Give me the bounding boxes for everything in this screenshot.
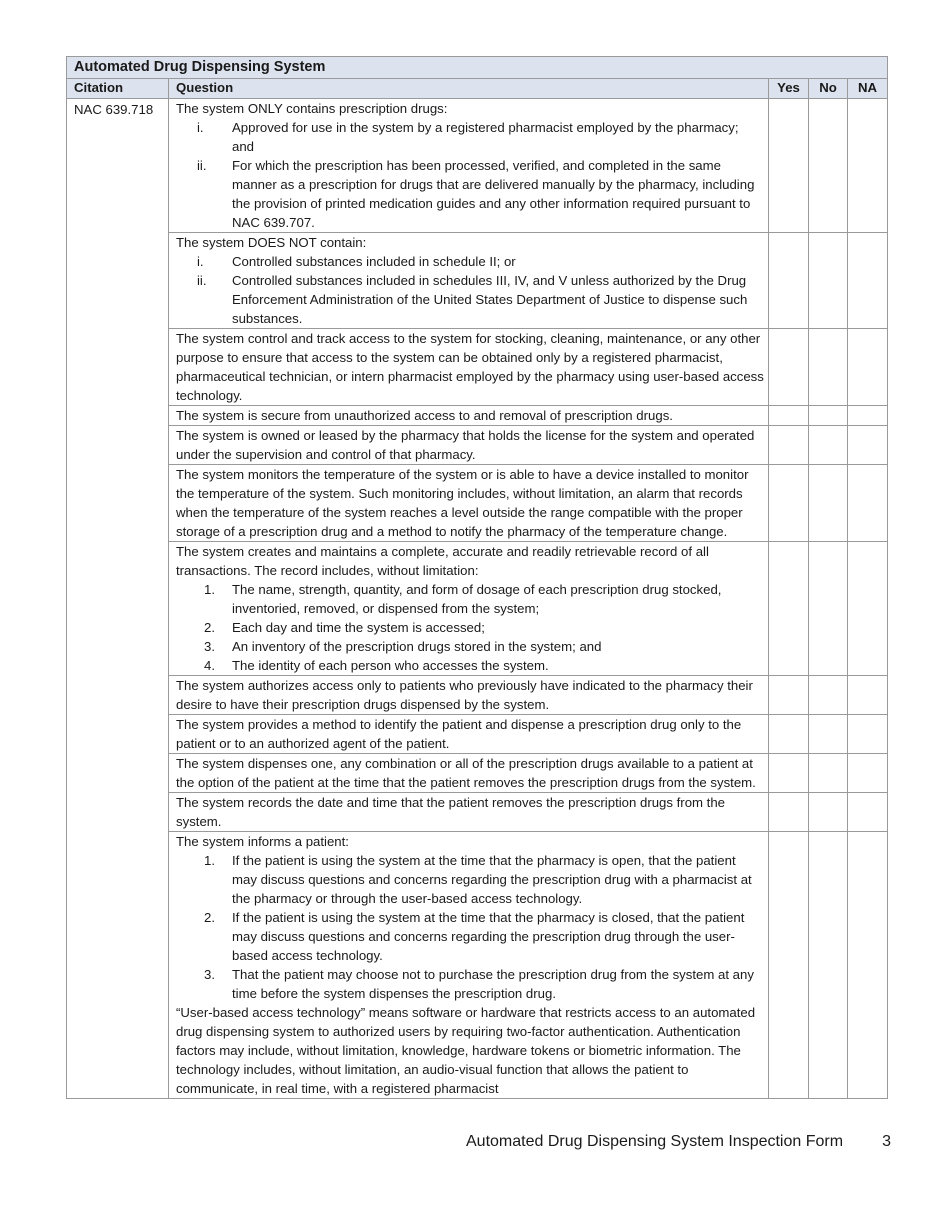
table-row xyxy=(67,329,888,406)
page-number: 3 xyxy=(882,1133,891,1150)
na-checkbox-cell[interactable] xyxy=(848,832,888,1099)
yes-checkbox-cell[interactable] xyxy=(769,329,809,406)
table-row xyxy=(67,233,888,329)
question-text: The system is owned or leased by the pharmacy that holds the license for the system and operated under the supervision and control of that pharmacy. xyxy=(176,428,755,462)
no-checkbox-cell[interactable] xyxy=(809,329,848,406)
question-intro: The system creates and maintains a complete, accurate and readily retrievable record of all transactions. The record includes, without limitation: xyxy=(176,544,709,578)
question-cell xyxy=(169,793,769,832)
yes-checkbox-cell[interactable] xyxy=(769,426,809,465)
table-row xyxy=(67,793,888,832)
list-item-text: If the patient is using the system at the time that the pharmacy is closed, that the patient may discuss questions and concerns regarding the prescription drug through the user-based access technology. xyxy=(232,910,745,963)
list-marker: ii. xyxy=(197,273,207,288)
yes-checkbox-cell[interactable] xyxy=(769,465,809,542)
header-citation: Citation xyxy=(67,79,169,99)
list-item-text: The identity of each person who accesses the system. xyxy=(232,658,549,673)
question-text: The system authorizes access only to patients who previously have indicated to the pharmacy their desire to have their prescription drugs dispensed by the system. xyxy=(176,678,753,712)
no-checkbox-cell[interactable] xyxy=(809,542,848,676)
list-marker: 2. xyxy=(204,910,215,925)
list-item-text: Controlled substances included in schedules III, IV, and V unless authorized by the Drug Enforcement Administration of the United States Department of Justice to dispense such substances. xyxy=(232,273,748,326)
header-na: NA xyxy=(848,79,888,99)
no-checkbox-cell[interactable] xyxy=(809,754,848,793)
question-cell xyxy=(169,233,769,329)
list-item-text: The name, strength, quantity, and form of dosage of each prescription drug stocked, inventoried, removed, or dispensed from the system; xyxy=(232,582,722,616)
list-item-text: If the patient is using the system at the time that the pharmacy is open, that the patient may discuss questions and concerns regarding the prescription drug with a pharmacist at the pharmacy or through the user-based access technology. xyxy=(232,853,752,906)
yes-checkbox-cell[interactable] xyxy=(769,754,809,793)
list-marker: 1. xyxy=(204,582,215,597)
list-item-text: For which the prescription has been processed, verified, and completed in the same manner as a prescription for drugs that are delivered manually by the pharmacy, including the provision of printed medication guides and any other information required pursuant to NAC 639.707. xyxy=(232,158,755,230)
question-text: The system provides a method to identify the patient and dispense a prescription drug only to the patient or to an authorized agent of the patient. xyxy=(176,717,742,751)
question-cell xyxy=(169,542,769,676)
sub-list xyxy=(176,252,768,328)
inspection-table xyxy=(66,56,888,1099)
table-row xyxy=(67,99,888,233)
list-item xyxy=(176,118,768,156)
list-item xyxy=(176,271,768,328)
list-item-text: An inventory of the prescription drugs stored in the system; and xyxy=(232,639,602,654)
question-intro: The system informs a patient: xyxy=(176,834,349,849)
question-note: “User-based access technology” means software or hardware that restricts access to an automated drug dispensing system to authorized users by requiring two-factor authentication. Authentication factors may include, without limitation, knowledge, hardware tokens or biometric information. The technology includes, without limitation, an audio-visual function that allows the patient to communicate, in real time, with a registered pharmacist xyxy=(176,1005,756,1096)
list-item xyxy=(176,618,768,637)
footer-title: Automated Drug Dispensing System Inspection Form xyxy=(466,1133,844,1150)
question-text: The system is secure from unauthorized access to and removal of prescription drugs. xyxy=(176,408,673,423)
header-question: Question xyxy=(169,79,769,99)
no-checkbox-cell[interactable] xyxy=(809,99,848,233)
list-marker: i. xyxy=(197,120,204,135)
table-row xyxy=(67,542,888,676)
yes-checkbox-cell[interactable] xyxy=(769,793,809,832)
list-marker: i. xyxy=(197,254,204,269)
list-marker: 4. xyxy=(204,658,215,673)
no-checkbox-cell[interactable] xyxy=(809,465,848,542)
question-text: The system records the date and time that the patient removes the prescription drugs from the system. xyxy=(176,795,726,829)
list-item xyxy=(176,156,768,232)
na-checkbox-cell[interactable] xyxy=(848,406,888,426)
no-checkbox-cell[interactable] xyxy=(809,233,848,329)
na-checkbox-cell[interactable] xyxy=(848,426,888,465)
table-row xyxy=(67,426,888,465)
list-item xyxy=(176,908,768,965)
question-cell xyxy=(169,465,769,542)
table-row xyxy=(67,754,888,793)
sub-list xyxy=(176,580,768,675)
no-checkbox-cell[interactable] xyxy=(809,676,848,715)
table-title: Automated Drug Dispensing System xyxy=(67,57,888,79)
citation-cell: NAC 639.718 xyxy=(67,99,169,1099)
table-row xyxy=(67,832,888,1099)
yes-checkbox-cell[interactable] xyxy=(769,406,809,426)
question-cell xyxy=(169,715,769,754)
table-row xyxy=(67,715,888,754)
na-checkbox-cell[interactable] xyxy=(848,99,888,233)
na-checkbox-cell[interactable] xyxy=(848,715,888,754)
list-marker: 3. xyxy=(204,639,215,654)
question-cell xyxy=(169,832,769,1099)
no-checkbox-cell[interactable] xyxy=(809,406,848,426)
list-item-text: Controlled substances included in schedule II; or xyxy=(232,254,516,269)
list-marker: 3. xyxy=(204,967,215,982)
question-intro: The system ONLY contains prescription drugs: xyxy=(176,101,448,116)
question-text: The system dispenses one, any combination or all of the prescription drugs available to a patient at the option of the patient at the time that the patient removes the prescription drugs from the system. xyxy=(176,756,756,790)
yes-checkbox-cell[interactable] xyxy=(769,832,809,1099)
no-checkbox-cell[interactable] xyxy=(809,426,848,465)
yes-checkbox-cell[interactable] xyxy=(769,715,809,754)
list-item xyxy=(176,965,768,1003)
sub-list xyxy=(176,118,768,232)
sub-list xyxy=(176,851,768,1003)
list-item xyxy=(176,656,768,675)
question-intro: The system DOES NOT contain: xyxy=(176,235,367,250)
table-row xyxy=(67,465,888,542)
na-checkbox-cell[interactable] xyxy=(848,329,888,406)
question-cell xyxy=(169,406,769,426)
yes-checkbox-cell[interactable] xyxy=(769,99,809,233)
list-item xyxy=(176,580,768,618)
na-checkbox-cell[interactable] xyxy=(848,542,888,676)
question-cell xyxy=(169,676,769,715)
list-marker: 1. xyxy=(204,853,215,868)
yes-checkbox-cell[interactable] xyxy=(769,542,809,676)
question-text: The system monitors the temperature of the system or is able to have a device installed to monitor the temperature of the system. Such monitoring includes, without limitation, an alarm that records when the temperature of the system reaches a level outside the range compatible with the proper storage of a prescription drug and a method to notify the pharmacy of the temperature change. xyxy=(176,467,749,539)
list-item-text: Approved for use in the system by a registered pharmacist employed by the pharmacy; and xyxy=(232,120,739,154)
list-item-text: Each day and time the system is accessed; xyxy=(232,620,485,635)
list-item xyxy=(176,851,768,908)
question-cell xyxy=(169,754,769,793)
no-checkbox-cell[interactable] xyxy=(809,793,848,832)
list-item-text: That the patient may choose not to purchase the prescription drug from the system at any time before the system dispenses the prescription drug. xyxy=(232,967,754,1001)
na-checkbox-cell[interactable] xyxy=(848,754,888,793)
table-row xyxy=(67,676,888,715)
list-marker: 2. xyxy=(204,620,215,635)
na-checkbox-cell[interactable] xyxy=(848,676,888,715)
header-no: No xyxy=(809,79,848,99)
na-checkbox-cell[interactable] xyxy=(848,233,888,329)
na-checkbox-cell[interactable] xyxy=(848,793,888,832)
question-cell xyxy=(169,426,769,465)
question-text: The system control and track access to the system for stocking, cleaning, maintenance, or any other purpose to ensure that access to the system can be obtained only by a registered pharmacist, pharmaceutical technician, or intern pharmacist employed by the pharmacy using user-based access technology. xyxy=(176,331,764,403)
na-checkbox-cell[interactable] xyxy=(848,465,888,542)
yes-checkbox-cell[interactable] xyxy=(769,676,809,715)
question-cell xyxy=(169,99,769,233)
question-cell xyxy=(169,329,769,406)
yes-checkbox-cell[interactable] xyxy=(769,233,809,329)
list-item xyxy=(176,252,768,271)
list-marker: ii. xyxy=(197,158,207,173)
table-header-row xyxy=(67,79,888,99)
table-title-row xyxy=(67,57,888,79)
no-checkbox-cell[interactable] xyxy=(809,715,848,754)
table-row xyxy=(67,406,888,426)
no-checkbox-cell[interactable] xyxy=(809,832,848,1099)
header-yes: Yes xyxy=(769,79,809,99)
list-item xyxy=(176,637,768,656)
